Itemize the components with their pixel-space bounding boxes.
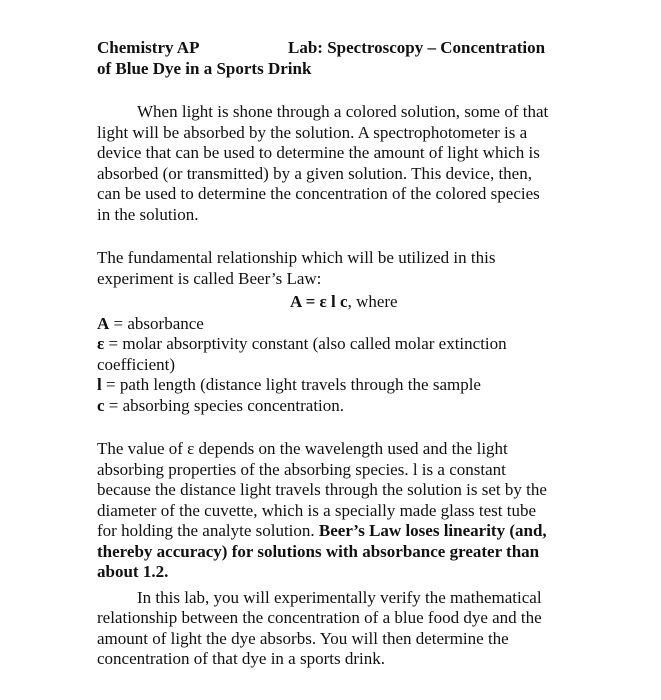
beers-line: experiment is called Beer’s Law:	[97, 269, 322, 288]
linearity-warning: Beer’s Law loses linearity (and,	[318, 521, 547, 540]
definition-text: = path length (distance light travels through the sample	[101, 375, 481, 394]
beers-line: The fundamental relationship which will be utilized in this	[97, 248, 496, 267]
intro-line: absorbed (or transmitted) by a given solution. This device, then,	[97, 164, 532, 183]
beers-law-formula	[290, 292, 398, 312]
definition-text: = absorbing species concentration.	[104, 396, 345, 415]
epsilon-line	[97, 521, 547, 541]
definition-text: = molar absorptivity constant (also called molar extinction	[104, 334, 507, 353]
definition	[97, 355, 175, 375]
definition	[97, 396, 344, 416]
course-title: Chemistry AP	[97, 38, 200, 57]
intro-line: light will be absorbed by the solution. A spectrophotometer is a	[97, 123, 528, 142]
definition-text: coefficient)	[97, 355, 176, 374]
formula-suffix: , where	[347, 292, 398, 311]
intro-line: can be used to determine the concentration of the colored species	[97, 184, 540, 203]
formula: A = ε l c	[290, 292, 348, 311]
epsilon-line: The value of ε depends on the wavelength used and the light	[97, 439, 508, 458]
definition	[97, 314, 204, 334]
intro-line: device that can be used to determine the amount of light which is	[97, 143, 540, 162]
definition-text: = absorbance	[109, 314, 204, 333]
symbol: c	[97, 396, 105, 415]
closing-line: In this lab, you will experimentally verify the mathematical	[137, 588, 542, 607]
intro-line: in the solution.	[97, 205, 199, 224]
symbol: A	[97, 314, 110, 333]
symbol: l	[97, 375, 102, 394]
closing-line: relationship between the concentration of a blue food dye and the	[97, 608, 542, 627]
intro-line: When light is shone through a colored solution, some of that	[137, 102, 549, 121]
lab-title-continued: of Blue Dye in a Sports Drink	[97, 59, 312, 78]
definition	[97, 334, 507, 354]
lab-title: Lab: Spectroscopy – Concentration	[288, 38, 546, 57]
closing-line: amount of light the dye absorbs. You will then determine the	[97, 629, 509, 648]
linearity-warning: thereby accuracy) for solutions with absorbance greater than	[97, 542, 540, 561]
epsilon-line: absorbing properties of the absorbing species. l is a constant	[97, 460, 506, 479]
closing-line: concentration of that dye in a sports drink.	[97, 649, 385, 668]
linearity-warning: about 1.2.	[97, 562, 169, 581]
epsilon-text: for holding the analyte solution.	[97, 521, 319, 540]
symbol: ε	[97, 334, 105, 353]
epsilon-line: because the distance light travels through the solution is set by the	[97, 480, 547, 499]
definition	[97, 375, 481, 395]
epsilon-line: diameter of the cuvette, which is a specially made glass test tube	[97, 501, 537, 520]
